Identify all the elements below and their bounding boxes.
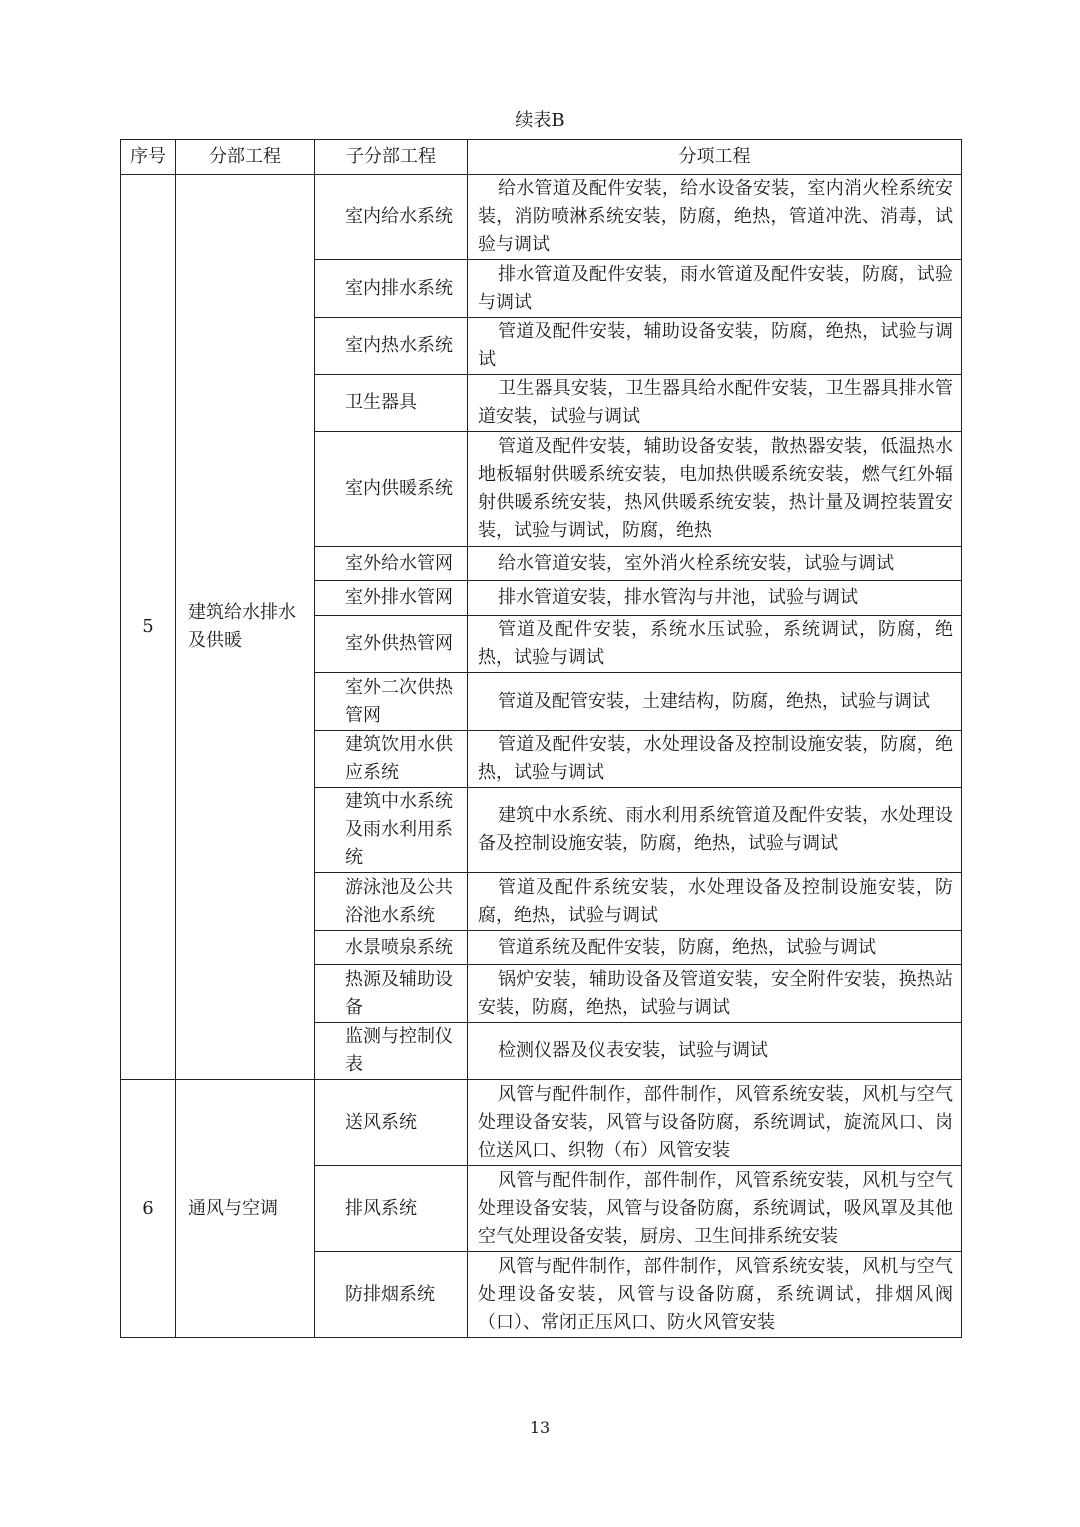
subdivision-cell: 室外给水管网 (315, 547, 468, 581)
subdivision-cell: 游泳池及公共浴池水系统 (315, 873, 468, 931)
division-cell: 建筑给水排水及供暖 (176, 175, 315, 1080)
subdivision-cell: 卫生器具 (315, 375, 468, 432)
sub-items-cell: 排水管道安装，排水管沟与井池，试验与调试 (468, 581, 962, 616)
subdivision-cell: 室内排水系统 (315, 260, 468, 318)
sub-items-cell: 卫生器具安装，卫生器具给水配件安装，卫生器具排水管道安装，试验与调试 (468, 375, 962, 432)
page-number: 13 (529, 1418, 551, 1437)
sub-items-cell: 风管与配件制作，部件制作，风管系统安装，风机与空气处理设备安装，风管与设备防腐，系统调试，旋流风口、岗位送风口、织物（布）风管安装 (468, 1080, 962, 1166)
sub-items-cell: 管道及配件安装，辅助设备安装，防腐，绝热，试验与调试 (468, 318, 962, 375)
subdivision-cell: 室外二次供热管网 (315, 673, 468, 731)
subdivision-cell: 送风系统 (315, 1080, 468, 1166)
sub-items-cell: 管道系统及配件安装，防腐，绝热，试验与调试 (468, 931, 962, 965)
sub-items-cell: 管道及配件系统安装，水处理设备及控制设施安装，防腐，绝热，试验与调试 (468, 873, 962, 931)
serial-number-cell: 6 (121, 1080, 176, 1338)
sub-items-cell: 建筑中水系统、雨水利用系统管道及配件安装，水处理设备及控制设施安装，防腐，绝热，试验与调试 (468, 788, 962, 873)
table-body (121, 175, 962, 1338)
table-row (121, 175, 962, 260)
sub-items-cell: 管道及配件安装，水处理设备及控制设施安装，防腐，绝热，试验与调试 (468, 731, 962, 788)
sub-items-cell: 给水管道及配件安装，给水设备安装，室内消火栓系统安装，消防喷淋系统安装，防腐，绝热，管道冲洗、消毒，试验与调试 (468, 175, 962, 260)
subdivision-cell: 热源及辅助设备 (315, 965, 468, 1023)
sub-items-cell: 风管与配件制作，部件制作，风管系统安装，风机与空气处理设备安装，风管与设备防腐，系统调试，吸风罩及其他空气处理设备安装，厨房、卫生间排系统安装 (468, 1166, 962, 1252)
subdivision-cell: 室内给水系统 (315, 175, 468, 260)
sub-items-cell: 给水管道安装，室外消火栓系统安装，试验与调试 (468, 547, 962, 581)
sub-items-cell: 排水管道及配件安装，雨水管道及配件安装，防腐，试验与调试 (468, 260, 962, 318)
table-caption: 续表B (515, 110, 565, 131)
subdivision-cell: 监测与控制仪表 (315, 1023, 468, 1080)
subdivision-cell: 室外排水管网 (315, 581, 468, 616)
sub-items-cell: 管道及配件安装，辅助设备安装，散热器安装，低温热水地板辐射供暖系统安装，电加热供暖系统安装，燃气红外辐射供暖系统安装，热风供暖系统安装，热计量及调控装置安装，试验与调试，防腐，绝热 (468, 432, 962, 547)
table-header-row (121, 140, 962, 175)
subdivision-cell: 水景喷泉系统 (315, 931, 468, 965)
subdivision-cell: 室内热水系统 (315, 318, 468, 375)
subdivision-cell: 建筑中水系统及雨水利用系统 (315, 788, 468, 873)
division-cell: 通风与空调 (176, 1080, 315, 1338)
sub-items-cell: 检测仪器及仪表安装，试验与调试 (468, 1023, 962, 1080)
sub-items-cell: 管道及配管安装，土建结构，防腐，绝热，试验与调试 (468, 673, 962, 731)
header-division: 分部工程 (176, 140, 315, 175)
subdivision-cell: 室外供热管网 (315, 616, 468, 673)
serial-number-cell: 5 (121, 175, 176, 1080)
subdivision-cell: 排风系统 (315, 1166, 468, 1252)
header-serial-no: 序号 (121, 140, 176, 175)
construction-items-table (120, 139, 962, 1338)
header-subdivision: 子分部工程 (315, 140, 468, 175)
subdivision-cell: 建筑饮用水供应系统 (315, 731, 468, 788)
sub-items-cell: 风管与配件制作，部件制作，风管系统安装，风机与空气处理设备安装，风管与设备防腐，系统调试，排烟风阀（口）、常闭正压风口、防火风管安装 (468, 1252, 962, 1338)
subdivision-cell: 防排烟系统 (315, 1252, 468, 1338)
sub-items-cell: 锅炉安装，辅助设备及管道安装，安全附件安装，换热站安装，防腐，绝热，试验与调试 (468, 965, 962, 1023)
sub-items-cell: 管道及配件安装，系统水压试验，系统调试，防腐，绝热，试验与调试 (468, 616, 962, 673)
table-row (121, 1080, 962, 1166)
header-sub-items: 分项工程 (468, 140, 962, 175)
subdivision-cell: 室内供暖系统 (315, 432, 468, 547)
